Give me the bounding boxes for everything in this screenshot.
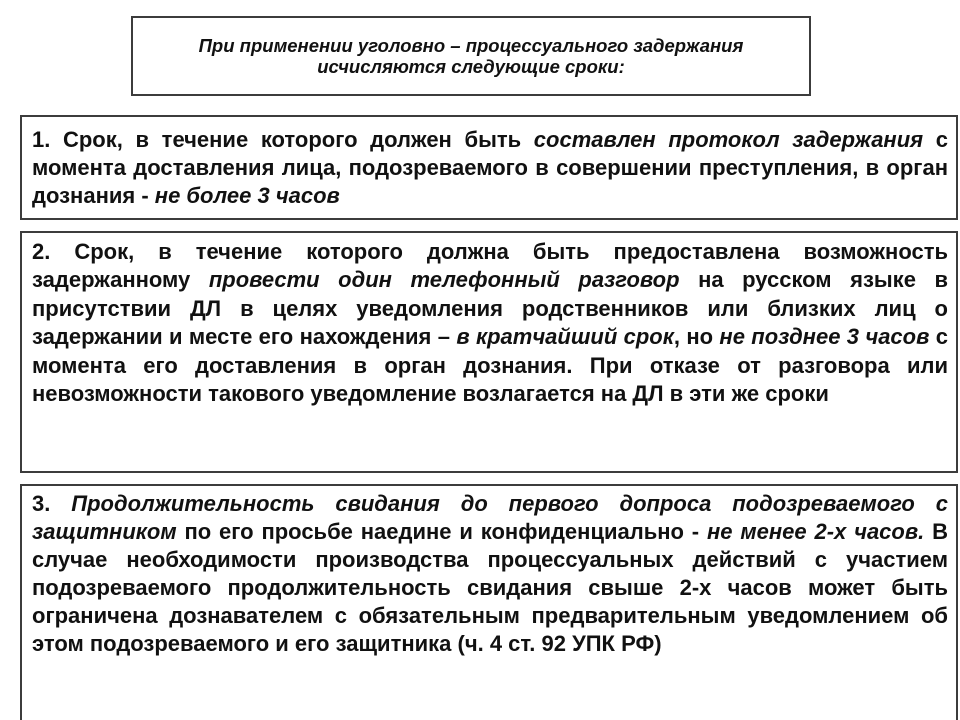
item-1-box bbox=[20, 115, 958, 220]
item-2-box bbox=[20, 231, 958, 473]
item-2-emphasis-deadline: не позднее 3 часов bbox=[719, 324, 930, 350]
title-box bbox=[131, 16, 811, 96]
item-2-part-g: с момента его доставления в орган дознания. При отказе от разговора или невозможности такового уведомление возлагается на ДЛ в эти же сроки bbox=[32, 324, 948, 407]
slide-title: При применении уголовно – процессуального задержания исчисляются следующие сроки: bbox=[198, 35, 744, 77]
item-2-text bbox=[32, 238, 948, 408]
item-3-part-e: В случае необходимости производства процессуальных действий с участием подозреваемого продолжительность свидания свыше 2-х часов может быть ограничена дознавателем с обязательным предварительным уведомлением об этом подозреваемого и его защитника (ч. 4 ст. 92 УПК РФ) bbox=[32, 519, 949, 657]
item-2-emphasis-shortest-time: в кратчайший срок bbox=[456, 324, 674, 350]
item-2-emphasis-phone-call: провести один телефонный разговор bbox=[208, 267, 680, 293]
item-2-part-a: 2. Срок, в течение которого должна быть предоставлена возможность задержанному bbox=[32, 239, 948, 293]
item-3-part-c: по его просьбе наедине и конфиденциально - bbox=[176, 519, 707, 545]
item-1-text bbox=[32, 126, 948, 210]
item-3-emphasis-duration: не менее 2-х часов. bbox=[706, 519, 925, 545]
item-1-emphasis-deadline: не более 3 часов bbox=[154, 183, 340, 208]
item-3-text bbox=[32, 490, 948, 659]
item-2-part-c: на русском языке в присутствии ДЛ в целях уведомления родственников или близких лиц о задержании и месте его нахождения – bbox=[32, 267, 948, 350]
item-1-part-a: 1. Срок, в течение которого должен быть bbox=[32, 127, 534, 152]
item-3-part-a: 3. bbox=[32, 491, 72, 516]
item-3-box bbox=[20, 484, 958, 720]
item-2-part-e: , но bbox=[673, 324, 720, 350]
item-3-emphasis-meeting: Продолжительность свидания до первого допроса подозреваемого с защитником bbox=[32, 491, 948, 545]
item-1-part-c: с момента доставления лица, подозреваемого в совершении преступления, в орган дознания - bbox=[32, 127, 948, 208]
item-1-emphasis-protocol: составлен протокол задержания bbox=[533, 127, 924, 152]
